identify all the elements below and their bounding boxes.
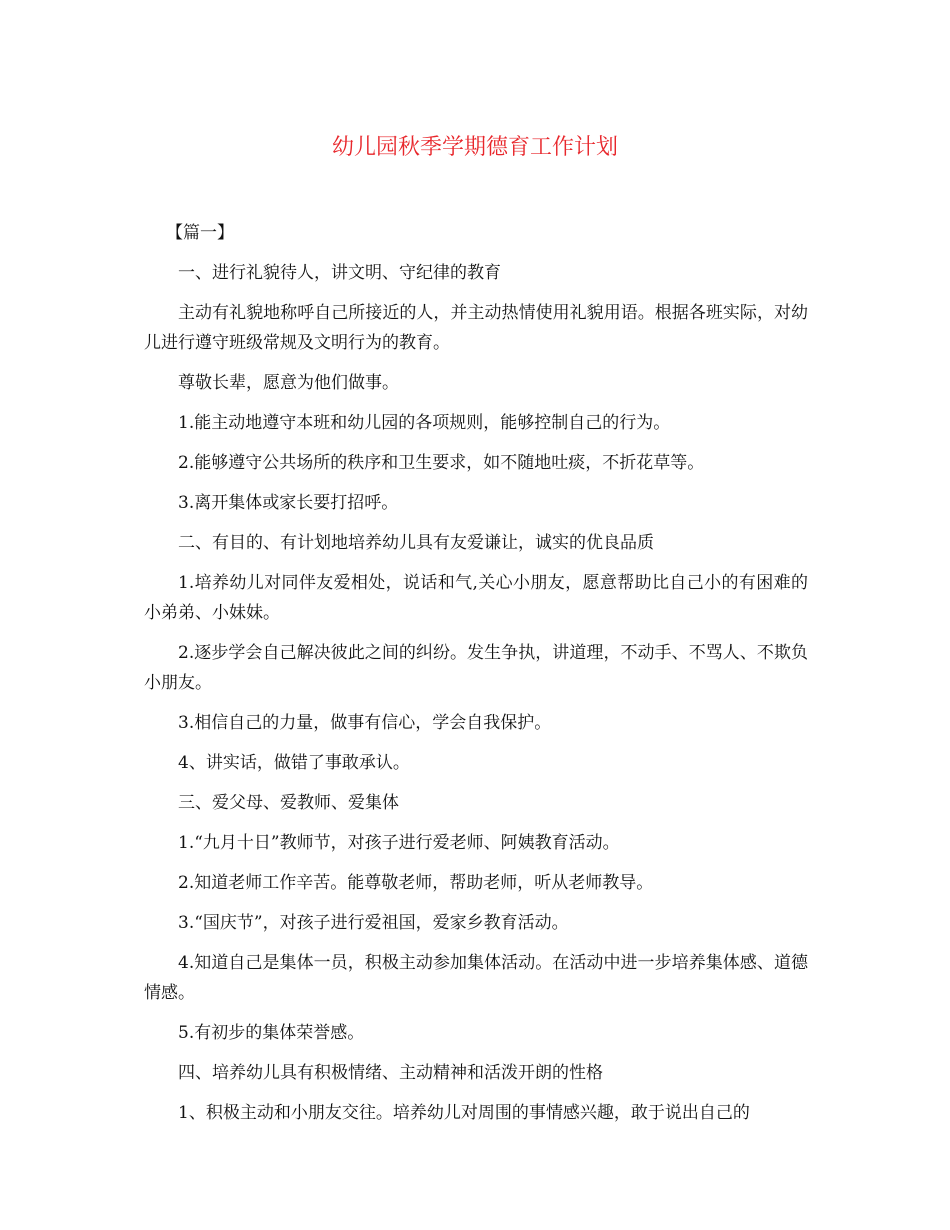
paragraph: 4、讲实话，做错了事敢承认。 (178, 753, 410, 773)
paragraph: 1.培养幼儿对同伴友爱相处，说话和气,关心小朋友，愿意帮助比自己小的有困难的小弟弟、小妹妹。 (144, 573, 808, 623)
paragraph: 三、爱父母、爱教师、爱集体 (178, 793, 399, 813)
section-label: 【篇一】 (166, 223, 234, 243)
paragraph: 1.能主动地遵守本班和幼儿园的各项规则，能够控制自己的行为。 (178, 413, 671, 433)
paragraph: 2.能够遵守公共场所的秩序和卫生要求，如不随地吐痰，不折花草等。 (178, 453, 705, 473)
paragraph: 四、培养幼儿具有积极情绪、主动精神和活泼开朗的性格 (178, 1063, 603, 1083)
paragraph: 5.有初步的集体荣誉感。 (178, 1023, 365, 1043)
document-body (144, 218, 808, 1138)
paragraph: 3.“国庆节”，对孩子进行爱祖国，爱家乡教育活动。 (178, 913, 569, 933)
paragraph: 主动有礼貌地称呼自己所接近的人，并主动热情使用礼貌用语。根据各班实际，对幼儿进行遵守班级常规及文明行为的教育。 (144, 303, 808, 353)
paragraph: 3.离开集体或家长要打招呼。 (178, 493, 399, 513)
paragraph: 2.逐步学会自己解决彼此之间的纠纷。发生争执，讲道理，不动手、不骂人、不欺负小朋友。 (144, 643, 808, 693)
paragraph: 1、积极主动和小朋友交往。培养幼儿对周围的事情感兴趣，敢于说出自己的 (178, 1103, 750, 1123)
paragraph: 3.相信自己的力量，做事有信心，学会自我保护。 (178, 713, 552, 733)
paragraph: 1.“九月十日”教师节，对孩子进行爱老师、阿姨教育活动。 (178, 833, 620, 853)
paragraph: 一、进行礼貌待人，讲文明、守纪律的教育 (178, 263, 501, 283)
paragraph: 2.知道老师工作辛苦。能尊敬老师，帮助老师，听从老师教导。 (178, 873, 654, 893)
paragraph: 4.知道自己是集体一员，积极主动参加集体活动。在活动中进一步培养集体感、道德情感。 (144, 953, 808, 1003)
paragraph: 尊敬长辈，愿意为他们做事。 (178, 373, 399, 393)
paragraph: 二、有目的、有计划地培养幼儿具有友爱谦让，诚实的优良品质 (178, 533, 654, 553)
document-title: 幼儿园秋季学期德育工作计划 (331, 135, 618, 160)
